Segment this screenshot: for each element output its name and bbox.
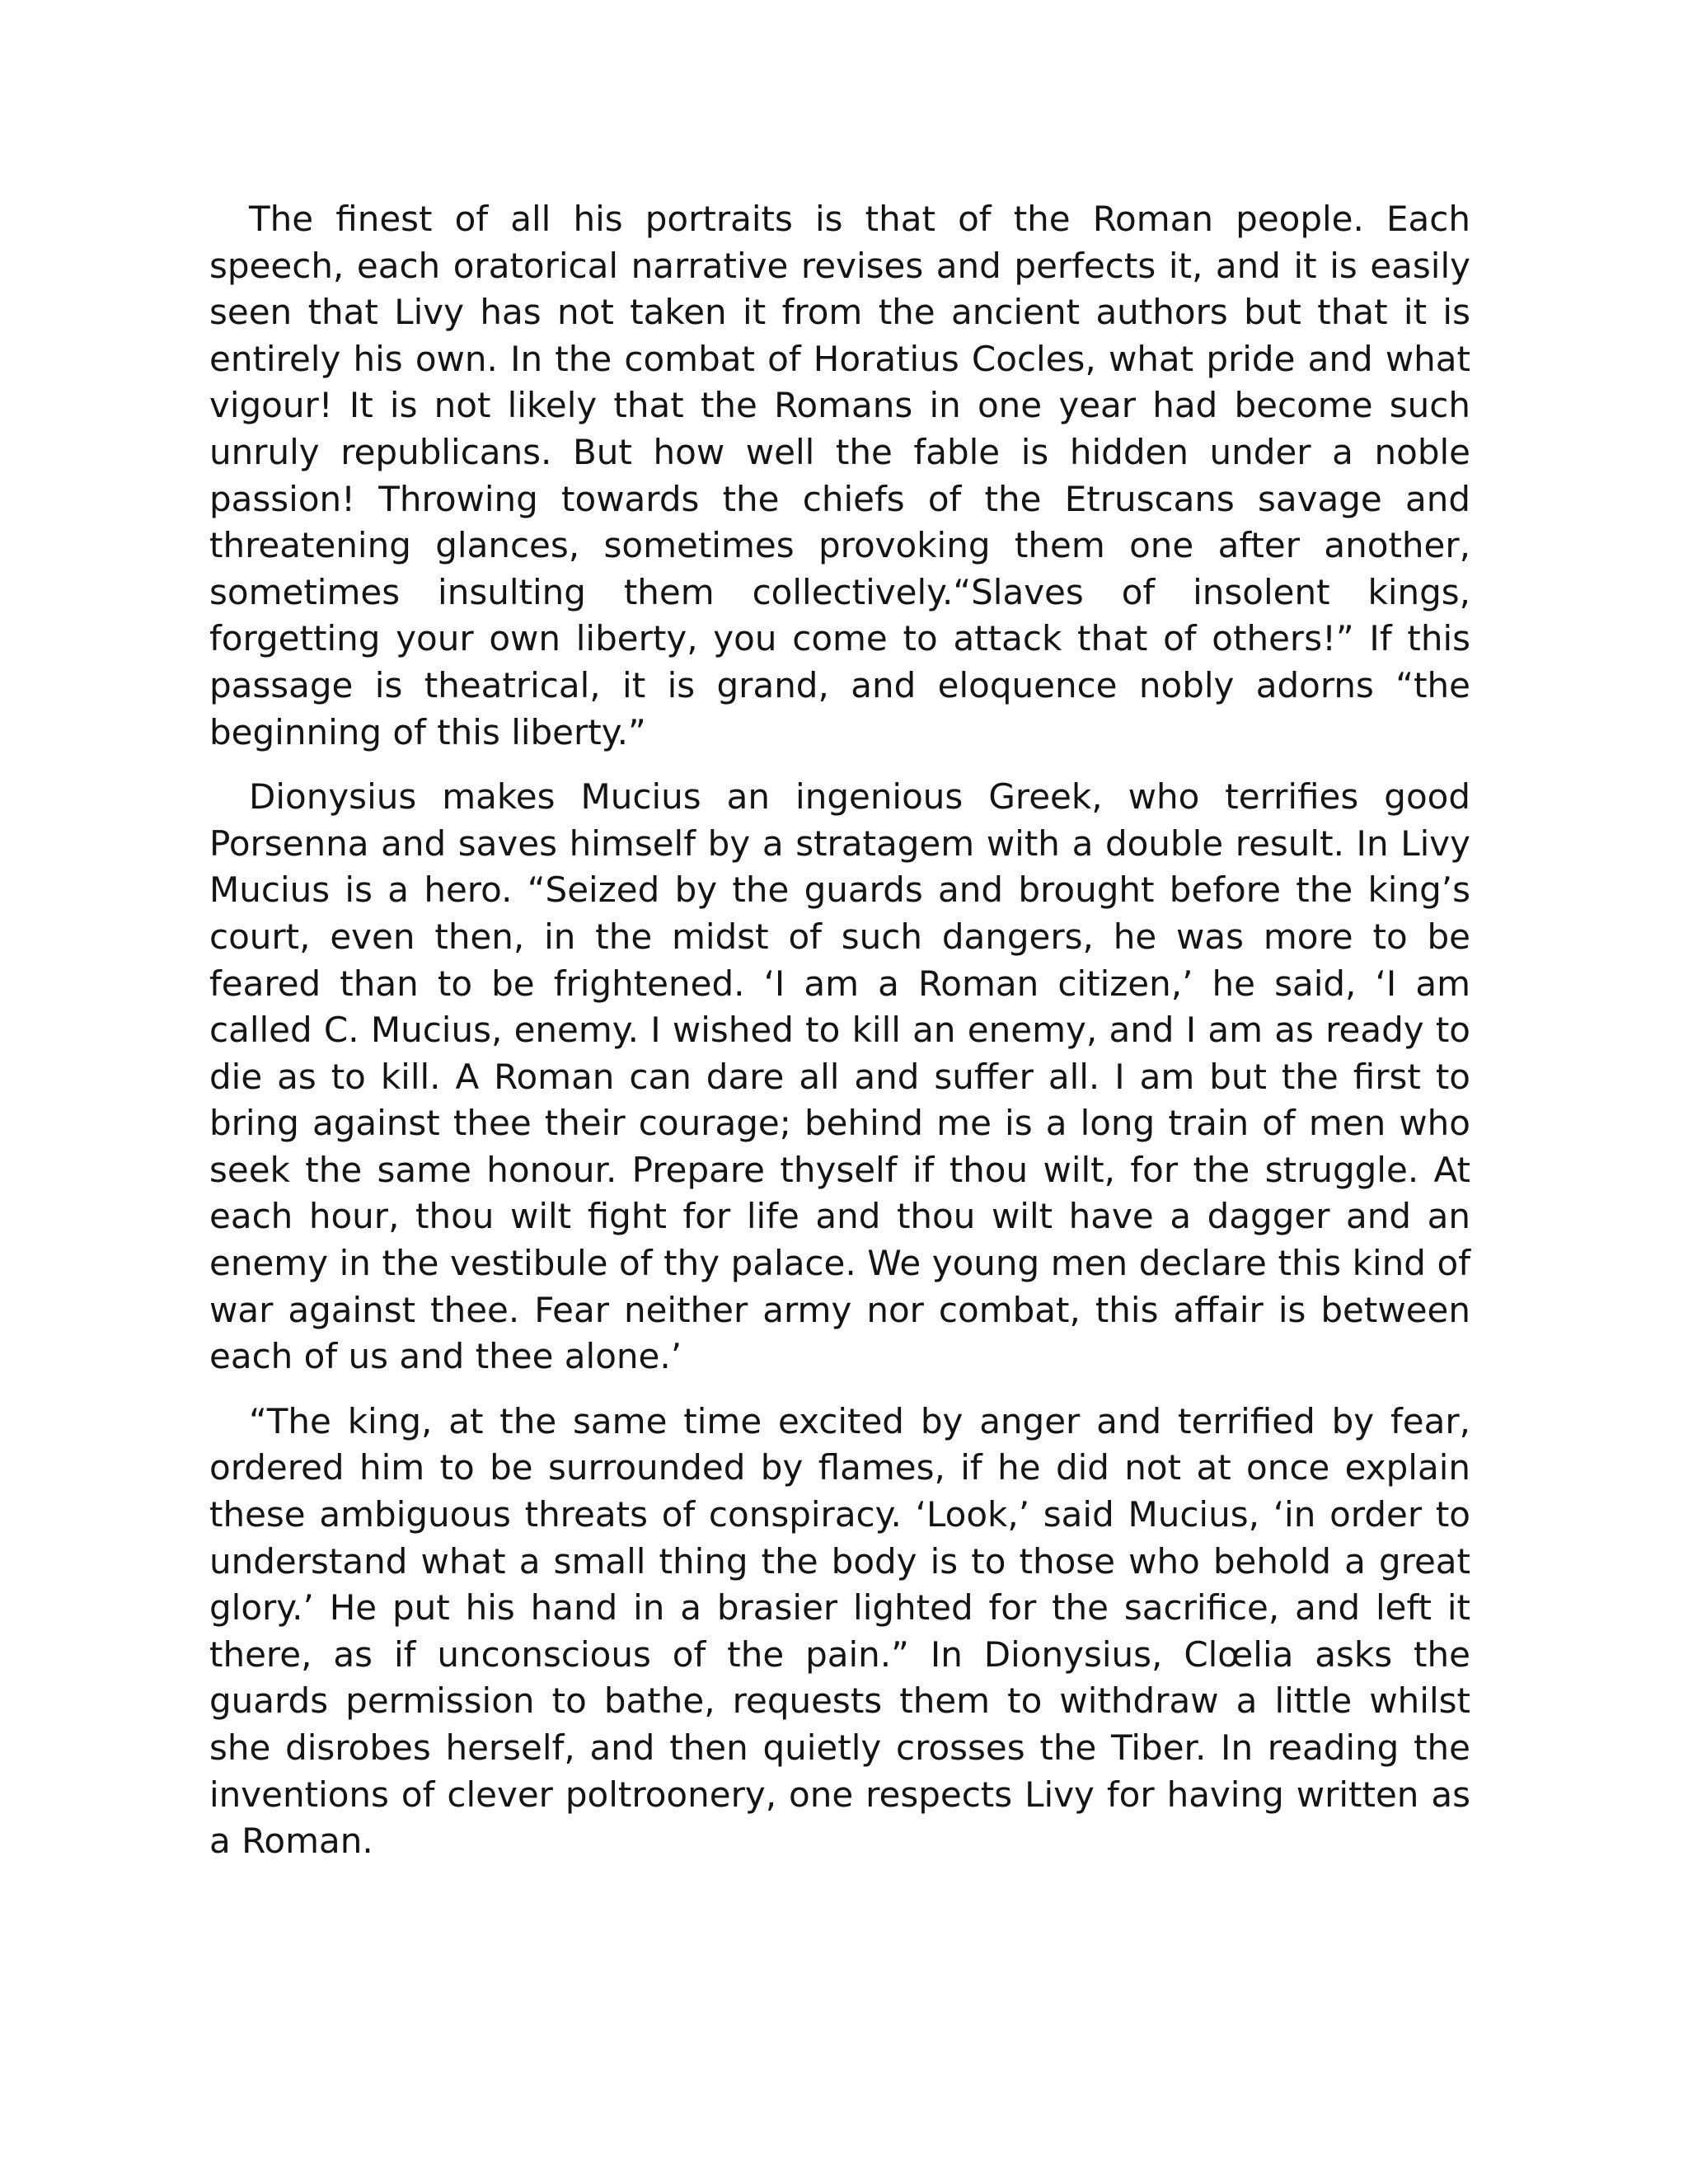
page-body <box>209 196 1470 1883</box>
paragraph-mucius: Dionysius makes Mucius an ingenious Greek, who terrifies good Porsenna and saves himself by a stratagem with a double result. In Livy Mucius is a hero. “Seized by the guards and brought before the king’s court, even then, in the midst of such dangers, he was more to be feared than to be frightened. ‘I am a Roman citizen,’ he said, ‘I am called C. Mucius, enemy. I wished to kill an enemy, and I am as ready to die as to kill. A Roman can dare all and suffer all. I am but the first to bring against thee their courage; behind me is a long train of men who seek the same honour. Prepare thyself if thou wilt, for the struggle. At each hour, thou wilt fight for life and thou wilt have a dagger and an enemy in the vestibule of thy palace. We young men declare this kind of war against thee. Fear neither army nor combat, this affair is between each of us and thee alone.’ <box>209 776 1470 1377</box>
paragraph-roman-people: The finest of all his portraits is that of the Roman people. Each speech, each oratorical narrative revises and perfects it, and it is easily seen that Livy has not taken it from the ancient authors but that it is entirely his own. In the combat of Horatius Cocles, what pride and what vigour! It is not likely that the Romans in one year had become such unruly republicans. But how well the fable is hidden under a noble passion! Throwing towards the chiefs of the Etruscans savage and threatening glances, sometimes provoking them one after another, sometimes insulting them collectively.“Slaves of insolent kings, forgetting your own liberty, you come to attack that of others!” If this passage is theatrical, it is grand, and eloquence nobly adorns “the beginning of this liberty.” <box>209 199 1470 752</box>
paragraph-king-and-cloelia: “The king, at the same time excited by anger and terrified by fear, ordered him to be surrounded by flames, if he did not at once explain these ambiguous threats of conspiracy. ‘Look,’ said Mucius, ‘in order to understand what a small thing the body is to those who behold a great glory.’ He put his hand in a brasier lighted for the sacrifice, and left it there, as if unconscious of the pain.” In Dionysius, Clœlia asks the guards permission to bathe, requests them to withdraw a little whilst she disrobes herself, and then quietly crosses the Tiber. In reading the inventions of clever poltroonery, one respects Livy for having written as a Roman. <box>209 1400 1470 1862</box>
